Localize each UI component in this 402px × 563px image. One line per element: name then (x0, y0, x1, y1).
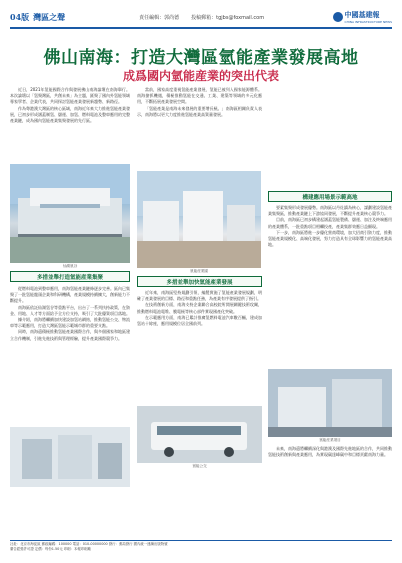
paragraph: 從燃料電池到整車應用，南海氫能產業鏈條逐步完善。區內已集聚了一批氫能龍頭企業和科研機構，產業規模持續擴大，創新能力不斷提升。 (10, 286, 130, 304)
project-photo (268, 369, 392, 437)
paragraph: 作為粵港澳大灣區的核心區域，南海近年來大力推進氫能產業發展，已初步形成涵蓋制氫、儲運、加氫、燃料電池及整車應用的完整產業鏈，成為國內氫能產業集聚發展的先行區。 (10, 105, 130, 124)
page-header (10, 8, 392, 26)
section-name: 灣區之聲 (33, 11, 66, 22)
logo-text: 中國基建報 (344, 11, 380, 19)
photo-caption: 仙湖氫谷 (62, 264, 78, 268)
photo-caption: 氫能産業項目 (319, 438, 341, 442)
section-heading: 多措並舉打造氫能産業集聚 (10, 271, 130, 282)
section-heading: 構建應用場景示範高地 (268, 191, 392, 202)
paragraph: 未來，南海還將繼續深化與港澳及國際先進地區的合作，共同推動氫能技術創新與產業應用，為實現碳達峰碳中和目標貢獻南海力量。 (268, 446, 392, 458)
editor-credit: 責任編輯：郭尚德 (139, 14, 180, 21)
article-column-2b (137, 290, 262, 327)
article-column-3b (268, 446, 392, 458)
article-column-1 (10, 87, 130, 124)
logo-icon (333, 12, 343, 22)
section-heading: 多措並舉加快氫能產業發展 (137, 276, 262, 287)
fuel-cell-photo (10, 427, 130, 487)
hydrogen-bus-photo (137, 406, 262, 463)
paragraph: 同時，南海還積極推動氫能產業國際合作，與多個國家和地區建立合作機制，引進先進技術與管理經驗，提升產業國際競爭力。 (10, 329, 130, 341)
page-number: 04版 (10, 11, 30, 22)
photo-caption: 氫能公交 (192, 464, 207, 468)
header-rule (10, 27, 392, 29)
photo-caption: 氫能産業園 (190, 269, 208, 273)
industrial-park-photo (137, 171, 261, 268)
paragraph: 當前，國家高度重視氫能產業發展，氫能已被列入國家能源體系。南海搶抓機遇，積極推動氫能在交通、工業、建築等領域的多元化應用，不斷拓展產業發展空間。 (137, 87, 262, 105)
paragraph: 「氫能產業是南海未來發展的重要增長極。」南海區相關負責人表示，南海將以更大力度推進氫能產業高質量發展。 (137, 105, 262, 117)
footer-line: 廣告經營許可證 定價：每份1.50元 印刷：本報印刷廠 (10, 547, 91, 551)
article-column-2 (137, 87, 262, 118)
article-column-1b (10, 286, 130, 342)
paragraph: 近日，2021年氫能國際合作與發展佛山南海論壇在南海舉行。本次論壇以「氫聚灣區，共創未來」為主題，匯聚了國內外氫能領域專家學者、企業代表，共同探討氫能產業發展新趨勢、新路徑。 (10, 87, 130, 105)
article-main-title: 佛山南海：打造大灣區氫能產業發展高地 (43, 48, 359, 68)
newspaper-logo (333, 10, 392, 24)
hydrogen-valley-photo (10, 164, 130, 263)
paragraph: 在示範應用方面，南海已累計推廣氫燃料電池汽車數百輛，建成加氫站十餘座，應用規模位居全國前列。 (137, 314, 262, 327)
footer-rule (10, 540, 392, 541)
paragraph: 近年來，南海區堅持規劃引領，編製實施了氫能產業發展規劃，明確了產業發展的目標、路徑和重點任務，為產業有序發展提供了指引。 (137, 290, 262, 302)
paragraph: 要素集聚形成發展優勢。南海區以丹灶鎮為核心，謀劃建設氫能產業集聚區，推動產業鏈上下游協同發展，不斷提升產業核心競爭力。 (268, 205, 392, 217)
paragraph: 目前，南海區已初步構建起涵蓋氫能製備、儲運、加注及終端應用的產業體系，一批重點項目相繼投產，產業集群效應日益顯現。 (268, 217, 392, 229)
paragraph: 在技術創新方面，南海支持企業聯合高校院所開展關鍵技術攻關，推動燃料電池電堆、膜電極等核心部件實現國產化突破。 (137, 302, 262, 314)
footer-line: 社址：北京市海淀區 郵政編碼：100000 電話：010-00000000 發行：郵局發行 國內統一連續出版物號 (10, 542, 168, 546)
article-sub-title: 成爲國内氫能産業的突出代表 (122, 69, 279, 83)
paragraph: 下一步，南海區將進一步優化營商環境，加大招商引資力度，推動氫能產業規模化、高端化發展，努力打造具有全球影響力的氫能產業高地。 (268, 229, 392, 248)
article-column-3 (268, 205, 392, 248)
paragraph: 據介紹，南海將繼續加快建設加氫站網絡，推動氫能公交、物流車等示範應用，打造大灣區氫能示範城市群的重要支點。 (10, 317, 130, 329)
logo-subtext: CHINA INFRASTRUCTURE NEWS (344, 20, 392, 24)
paragraph: 南海區依託仙湖氫谷等重點平台，出台了一系列扶持政策，在資金、用地、人才等方面給予全方位支持，吸引了大批優質項目落地。 (10, 304, 130, 316)
contact-email: 投稿郵箱：tgjbs@foxmail.com (191, 14, 265, 21)
page-footer (10, 542, 392, 552)
